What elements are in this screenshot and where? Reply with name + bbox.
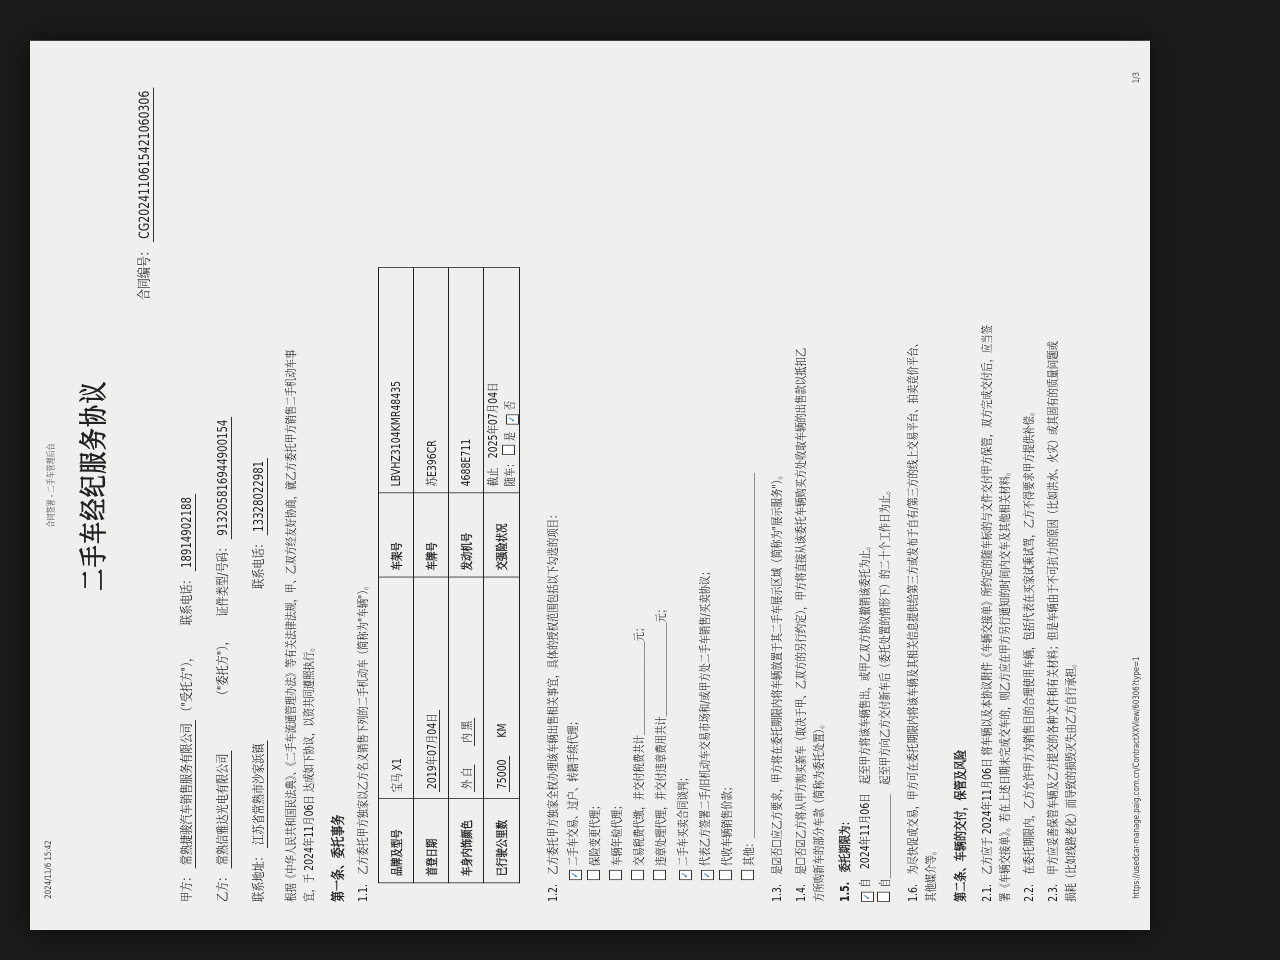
list-item-label: 交易税费代缴，并交付税费共计＿＿＿＿＿＿＿＿＿＿元； xyxy=(632,622,646,867)
color-label: 车身内饰颜色 xyxy=(449,799,484,883)
list-item-label: 违章处理代理，并交付违章费用共计＿＿＿＿＿＿＿＿＿＿元； xyxy=(654,603,668,867)
engine-label: 发动机号 xyxy=(449,493,484,577)
brand-label: 品牌及型号 xyxy=(379,799,414,883)
list-item xyxy=(718,473,740,880)
party-a-phone: 18914902188 xyxy=(180,494,196,571)
mileage-unit: KM xyxy=(494,723,509,738)
contract-number xyxy=(134,88,154,300)
reg-date-text: 2019年07月04日 xyxy=(425,710,440,792)
insurance-follow-label: 随车： xyxy=(503,458,517,487)
list-item xyxy=(740,473,762,880)
checkbox-checked-icon[interactable]: ✓ xyxy=(570,871,581,879)
reg-date-label: 首登日期 xyxy=(414,799,449,883)
list-item xyxy=(608,473,630,880)
interior-color: 内 黑 xyxy=(460,718,475,746)
list-item-label: 其他：＿＿＿＿＿＿＿＿＿＿＿＿＿＿＿＿＿＿＿＿＿＿＿＿＿＿＿＿＿＿＿＿＿＿＿＿＿＿＿ xyxy=(742,472,756,867)
brand-value: 宝马 X1 xyxy=(379,577,414,799)
insurance-label: 交强险状况 xyxy=(484,493,520,577)
article-1-title: 第一条、委托事务 xyxy=(331,814,347,902)
party-b-id-label: 证件类型/号码： xyxy=(216,542,231,617)
footer-page: 1/3 xyxy=(1132,72,1142,84)
checkbox-checked-icon[interactable]: ✓ xyxy=(862,893,873,901)
checkbox-icon[interactable] xyxy=(653,870,666,880)
clause-1-5-option-1: ✓自 2024年11月06日 起至甲方将该车辆售出，或甲乙双方协议撤销该委托为止。 xyxy=(858,540,873,901)
checkbox-icon[interactable] xyxy=(631,870,644,880)
yes-label: 是 xyxy=(503,431,517,442)
clause-2-3-b: 损耗（比如线路老化）而导致的损毁灭失由乙方自行承担。 xyxy=(1064,658,1078,902)
table-row xyxy=(414,267,449,882)
article-2-title: 第二条、车辆的交付，保管及风险 xyxy=(954,749,969,902)
party-b-role: （"委托方"）， xyxy=(216,635,231,701)
mileage-number: 75000 xyxy=(495,756,510,792)
reg-date-value xyxy=(414,577,449,799)
clause-2-3-a: 2.3. 甲方应妥善保管车辆及乙方提交的各种文件和有关材料；但是车辆由于不可抗力的原因（比如洪水、火灾）或其固有的质量问题或 xyxy=(1046,341,1060,902)
party-b-row xyxy=(212,416,231,901)
insurance-date: 截止 2025年07月04日 xyxy=(486,382,500,487)
table-row xyxy=(379,267,414,882)
checkbox-checked-icon[interactable]: ✓ xyxy=(507,415,518,423)
checkbox-checked-icon[interactable]: ✓ xyxy=(680,871,691,879)
party-b-label: 乙方： xyxy=(216,871,231,902)
address-label: 联系地址： xyxy=(252,851,267,902)
no-label: 否 xyxy=(503,400,517,411)
vin-value: LBVHZ3104KMR48435 xyxy=(379,267,414,493)
list-item xyxy=(696,473,718,880)
clause-1-3: 1.3. 是☑否☐应乙方要求，甲方将在委托期限内将车辆放置于其二手车展示区域（简称为"展示服务"）。 xyxy=(770,470,784,902)
list-item xyxy=(564,473,586,880)
clause-1-2-intro: 1.2. 乙方委托甲方独家全权办理该车辆出售相关事宜，具体的授权范围包括以下勾选的项目： xyxy=(546,509,560,902)
checkbox-icon[interactable] xyxy=(741,870,754,880)
party-b-id: 913205816944900154 xyxy=(216,416,232,538)
checkbox-icon[interactable] xyxy=(587,870,600,880)
list-item-label: 二手车买卖合同谈判； xyxy=(676,772,690,867)
clause-1-4-line-2: 方所购新车的部分车款（简称为委托处置）。 xyxy=(812,719,826,902)
plate-label: 车牌号 xyxy=(414,493,449,577)
clause-1-5-title: 1.5. 委托期限为： xyxy=(838,816,852,902)
clause-2-2: 2.2. 在委托期限内，乙方允许甲方为销售目的合理使用车辆，包括代表在买家试乘试驾，乙方不得要求甲方提供补偿。 xyxy=(1022,406,1036,902)
engine-value: 4688E711 xyxy=(449,267,484,493)
print-timestamp: 2024/11/6 15:42 xyxy=(44,840,54,899)
party-a-phone-label: 联系电话： xyxy=(180,574,195,626)
clause-1-6-line-2: 其他媒介等。 xyxy=(924,845,938,902)
address-value: 江苏省常熟市沙家浜镇 xyxy=(252,740,268,848)
list-item xyxy=(586,473,608,880)
color-value xyxy=(449,577,484,799)
clause-2-1-b: 署《车辆交接单》。若在上述日期未完成交车的，则乙方应在甲方另行通知的时间内交车及其他相关材料。 xyxy=(998,466,1012,902)
address-row xyxy=(248,458,267,902)
list-item-label: 二手车交易、过户、转籍手续代理； xyxy=(566,716,580,867)
vin-label: 车架号 xyxy=(379,493,414,577)
clause-1-6-line-1: 1.6. 为尽快促成交易，甲方可在委托期限内将该车辆及其相关信息提供给第三方或发布于自有/第三方的线上交易平台、拍卖竞价平台、 xyxy=(906,338,920,902)
party-a-label: 甲方： xyxy=(180,871,195,902)
footer-url: https://usedcar-manage.paig.com.cn/ContractXXView/60306?type=1 xyxy=(1132,656,1142,899)
clause-1-1: 1.1. 乙方委托甲方独家以乙方名义销售下列的二手机动车（简称为"车辆"）。 xyxy=(356,580,370,902)
table-row xyxy=(484,267,520,882)
print-system-name: 合同签署 - 二手车管理后台 xyxy=(47,443,57,528)
contract-page xyxy=(30,41,1150,930)
mileage-value xyxy=(484,577,520,799)
party-b-name: 常熟信雅达光电有限公司 xyxy=(216,750,232,868)
list-item-label: 代表乙方签署二手/旧机动车交易市场和/或甲方处二手车销售/买卖协议； xyxy=(698,566,712,867)
document-title: 二手车经纪服务协议 xyxy=(77,380,110,591)
preamble-line-2: 宜，于 2024年11月06日 达成如下协议，以资共同遵照执行。 xyxy=(302,642,316,902)
authorization-list xyxy=(564,473,762,880)
checkbox-icon[interactable] xyxy=(609,870,622,880)
clause-1-4-line-1: 1.4. 是☐否☑乙方将从甲方购买新车（取决于甲、乙双方的另行约定），甲方将直接从该委托车辆购买方处收取车辆的出售款以抵扣乙 xyxy=(794,347,808,902)
list-item-label: 代收车辆销售价款； xyxy=(720,781,734,867)
contract-number-value: CG2024110615421060306 xyxy=(137,88,154,242)
list-item xyxy=(652,473,674,880)
party-a-name: 常熟捷骏汽车销售服务有限公司 xyxy=(180,720,196,868)
address-phone: 13328022981 xyxy=(252,458,268,535)
list-item xyxy=(630,473,652,880)
preamble-line-1: 根据《中华人民共和国民法典》、《二手车流通管理办法》等有关法律法规，甲、乙双方经友好协商，就乙方委托甲方销售二手机动车事 xyxy=(284,349,298,902)
clause-1-5-option-2: 自＿＿＿＿＿＿＿＿＿ 起至甲方向乙方交付新车后（委托处置的情形下）的二十个工作日为止。 xyxy=(876,485,893,902)
contract-number-label: 合同编号： xyxy=(137,245,153,301)
checkbox-icon[interactable] xyxy=(719,870,732,880)
checkbox-icon[interactable] xyxy=(877,892,890,902)
list-item xyxy=(674,473,696,880)
clause-2-1-a: 2.1. 乙方应于 2024年11月06日 将车辆以及本协议附件《车辆交接单》所约定的随车标的与文件交付甲方保管，双方完成交付后，应当签 xyxy=(980,325,994,902)
insurance-value xyxy=(484,267,520,493)
table-row xyxy=(449,267,484,882)
list-item-label: 保险变更代理； xyxy=(588,800,602,867)
plate-value: 苏E396CR xyxy=(414,267,449,493)
party-a-row xyxy=(176,494,195,902)
vehicle-table xyxy=(378,267,520,883)
checkbox-icon[interactable] xyxy=(502,445,515,455)
list-item-label: 车辆年检代理； xyxy=(610,800,624,867)
address-phone-label: 联系电话： xyxy=(252,538,267,589)
exterior-color: 外 白 xyxy=(460,764,475,792)
checkbox-checked-icon[interactable]: ✓ xyxy=(702,871,713,879)
party-a-role: （"受托方"）， xyxy=(180,651,195,717)
mileage-label: 已行驶公里数 xyxy=(484,799,520,883)
